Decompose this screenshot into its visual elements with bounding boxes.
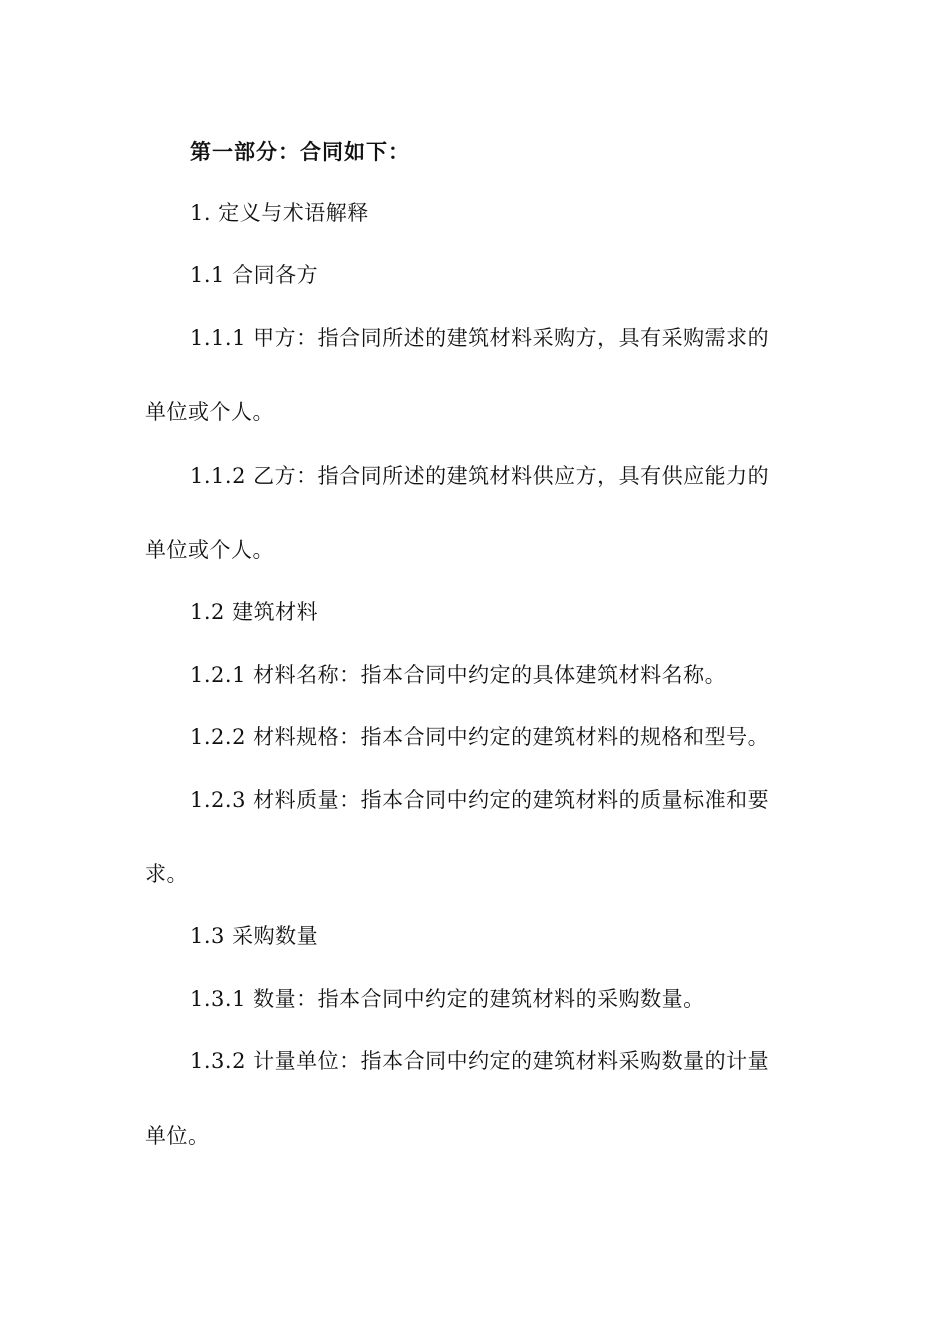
paragraph-line: 1.1.1 甲方：指合同所述的建筑材料采购方，具有采购需求的 [190, 326, 770, 350]
paragraph-line: 单位或个人。 [145, 538, 274, 562]
section-heading: 第一部分：合同如下： [190, 140, 410, 164]
paragraph-line: 1.3.2 计量单位：指本合同中约定的建筑材料采购数量的计量 [190, 1049, 770, 1073]
paragraph-line: 求。 [145, 862, 188, 886]
paragraph-line: 1.1.2 乙方：指合同所述的建筑材料供应方，具有供应能力的 [190, 464, 770, 488]
paragraph-line: 1.3.1 数量：指本合同中约定的建筑材料的采购数量。 [190, 987, 705, 1011]
paragraph-line: 1. 定义与术语解释 [190, 201, 369, 225]
paragraph-line: 1.1 合同各方 [190, 263, 319, 287]
paragraph-line: 1.2.1 材料名称：指本合同中约定的具体建筑材料名称。 [190, 663, 727, 687]
paragraph-line: 1.3 采购数量 [190, 924, 319, 948]
paragraph-line: 单位。 [145, 1124, 210, 1148]
paragraph-line: 1.2 建筑材料 [190, 600, 319, 624]
paragraph-line: 1.2.3 材料质量：指本合同中约定的建筑材料的质量标准和要 [190, 788, 770, 812]
paragraph-line: 1.2.2 材料规格：指本合同中约定的建筑材料的规格和型号。 [190, 725, 770, 749]
paragraph-line: 单位或个人。 [145, 400, 274, 424]
